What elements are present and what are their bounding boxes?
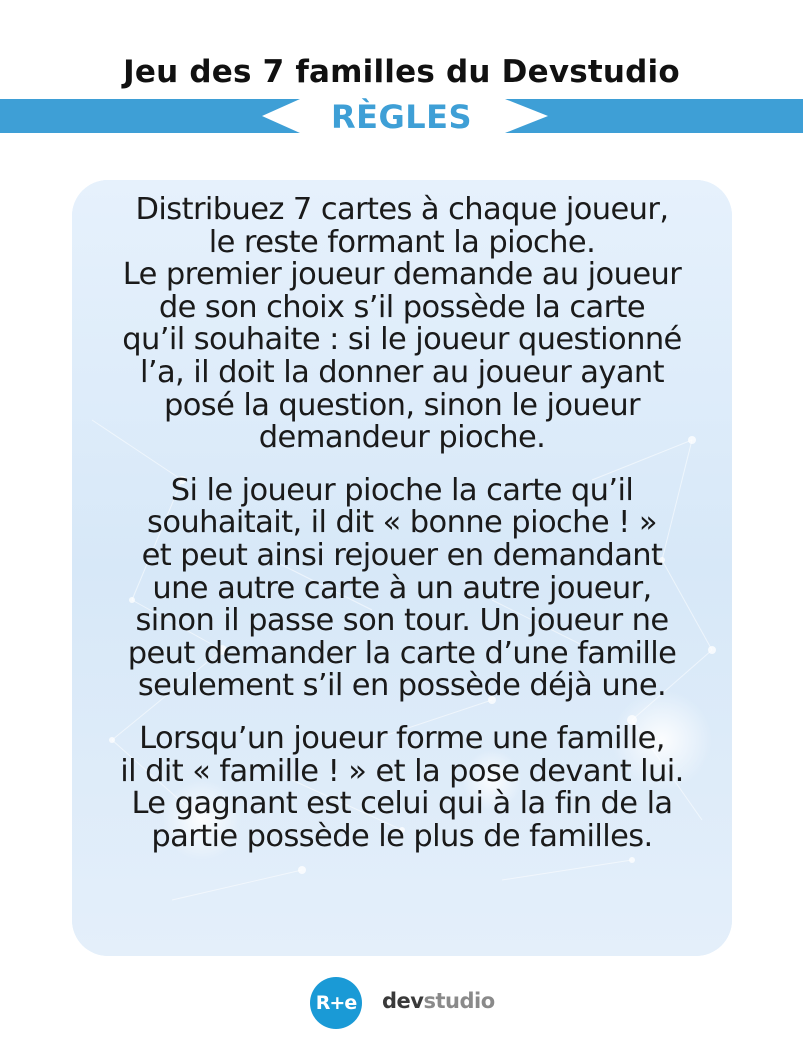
rules-line: Le premier joueur demande au joueur bbox=[122, 257, 682, 293]
rules-line: de son choix s’il possède la carte bbox=[158, 289, 646, 325]
rte-logo-text: R+e bbox=[315, 992, 357, 1014]
rules-paragraph-1 bbox=[72, 194, 732, 455]
rules-line: peut demander la carte d’une famille bbox=[127, 635, 677, 671]
rules-line: Distribuez 7 cartes à chaque joueur, bbox=[135, 192, 669, 227]
devstudio-wordmark bbox=[382, 986, 495, 1016]
rules-line: Si le joueur pioche la carte qu’il bbox=[170, 472, 634, 508]
rte-logo bbox=[310, 977, 362, 1029]
banner-label: RÈGLES bbox=[330, 98, 473, 136]
brand-dev: dev bbox=[382, 989, 424, 1013]
rules-line: souhaitait, il dit « bonne pioche ! » bbox=[147, 505, 657, 541]
rules-line: l’a, il doit la donner au joueur ayant bbox=[139, 354, 664, 390]
rules-line: partie possède le plus de familles. bbox=[151, 818, 653, 854]
rules-line: sinon il passe son tour. Un joueur ne bbox=[135, 603, 669, 639]
brand-studio: studio bbox=[423, 989, 495, 1013]
rules-line: demandeur pioche. bbox=[258, 420, 546, 456]
rules-banner bbox=[0, 99, 803, 137]
footer bbox=[0, 974, 803, 1034]
rules-line: posé la question, sinon le joueur bbox=[163, 387, 640, 423]
rules-line: il dit « famille ! » et la pose devant lui. bbox=[120, 753, 684, 789]
rules-line: Lorsqu’un joueur forme une famille, bbox=[139, 720, 665, 756]
rules-line: une autre carte à un autre joueur, bbox=[152, 570, 652, 606]
rules-line: et peut ainsi rejouer en demandant bbox=[141, 537, 663, 573]
rules-paragraph-3 bbox=[72, 720, 732, 854]
rules-line: le reste formant la pioche. bbox=[208, 224, 596, 260]
rules-card bbox=[72, 180, 732, 956]
page-title: Jeu des 7 familles du Devstudio bbox=[123, 54, 680, 90]
rules-line: qu’il souhaite : si le joueur questionné bbox=[122, 322, 682, 358]
rules-paragraph-2 bbox=[72, 472, 732, 704]
rules-text bbox=[72, 194, 732, 873]
rules-line: Le gagnant est celui qui à la fin de la bbox=[131, 786, 673, 822]
rules-line: seulement s’il en possède déjà une. bbox=[137, 668, 667, 704]
